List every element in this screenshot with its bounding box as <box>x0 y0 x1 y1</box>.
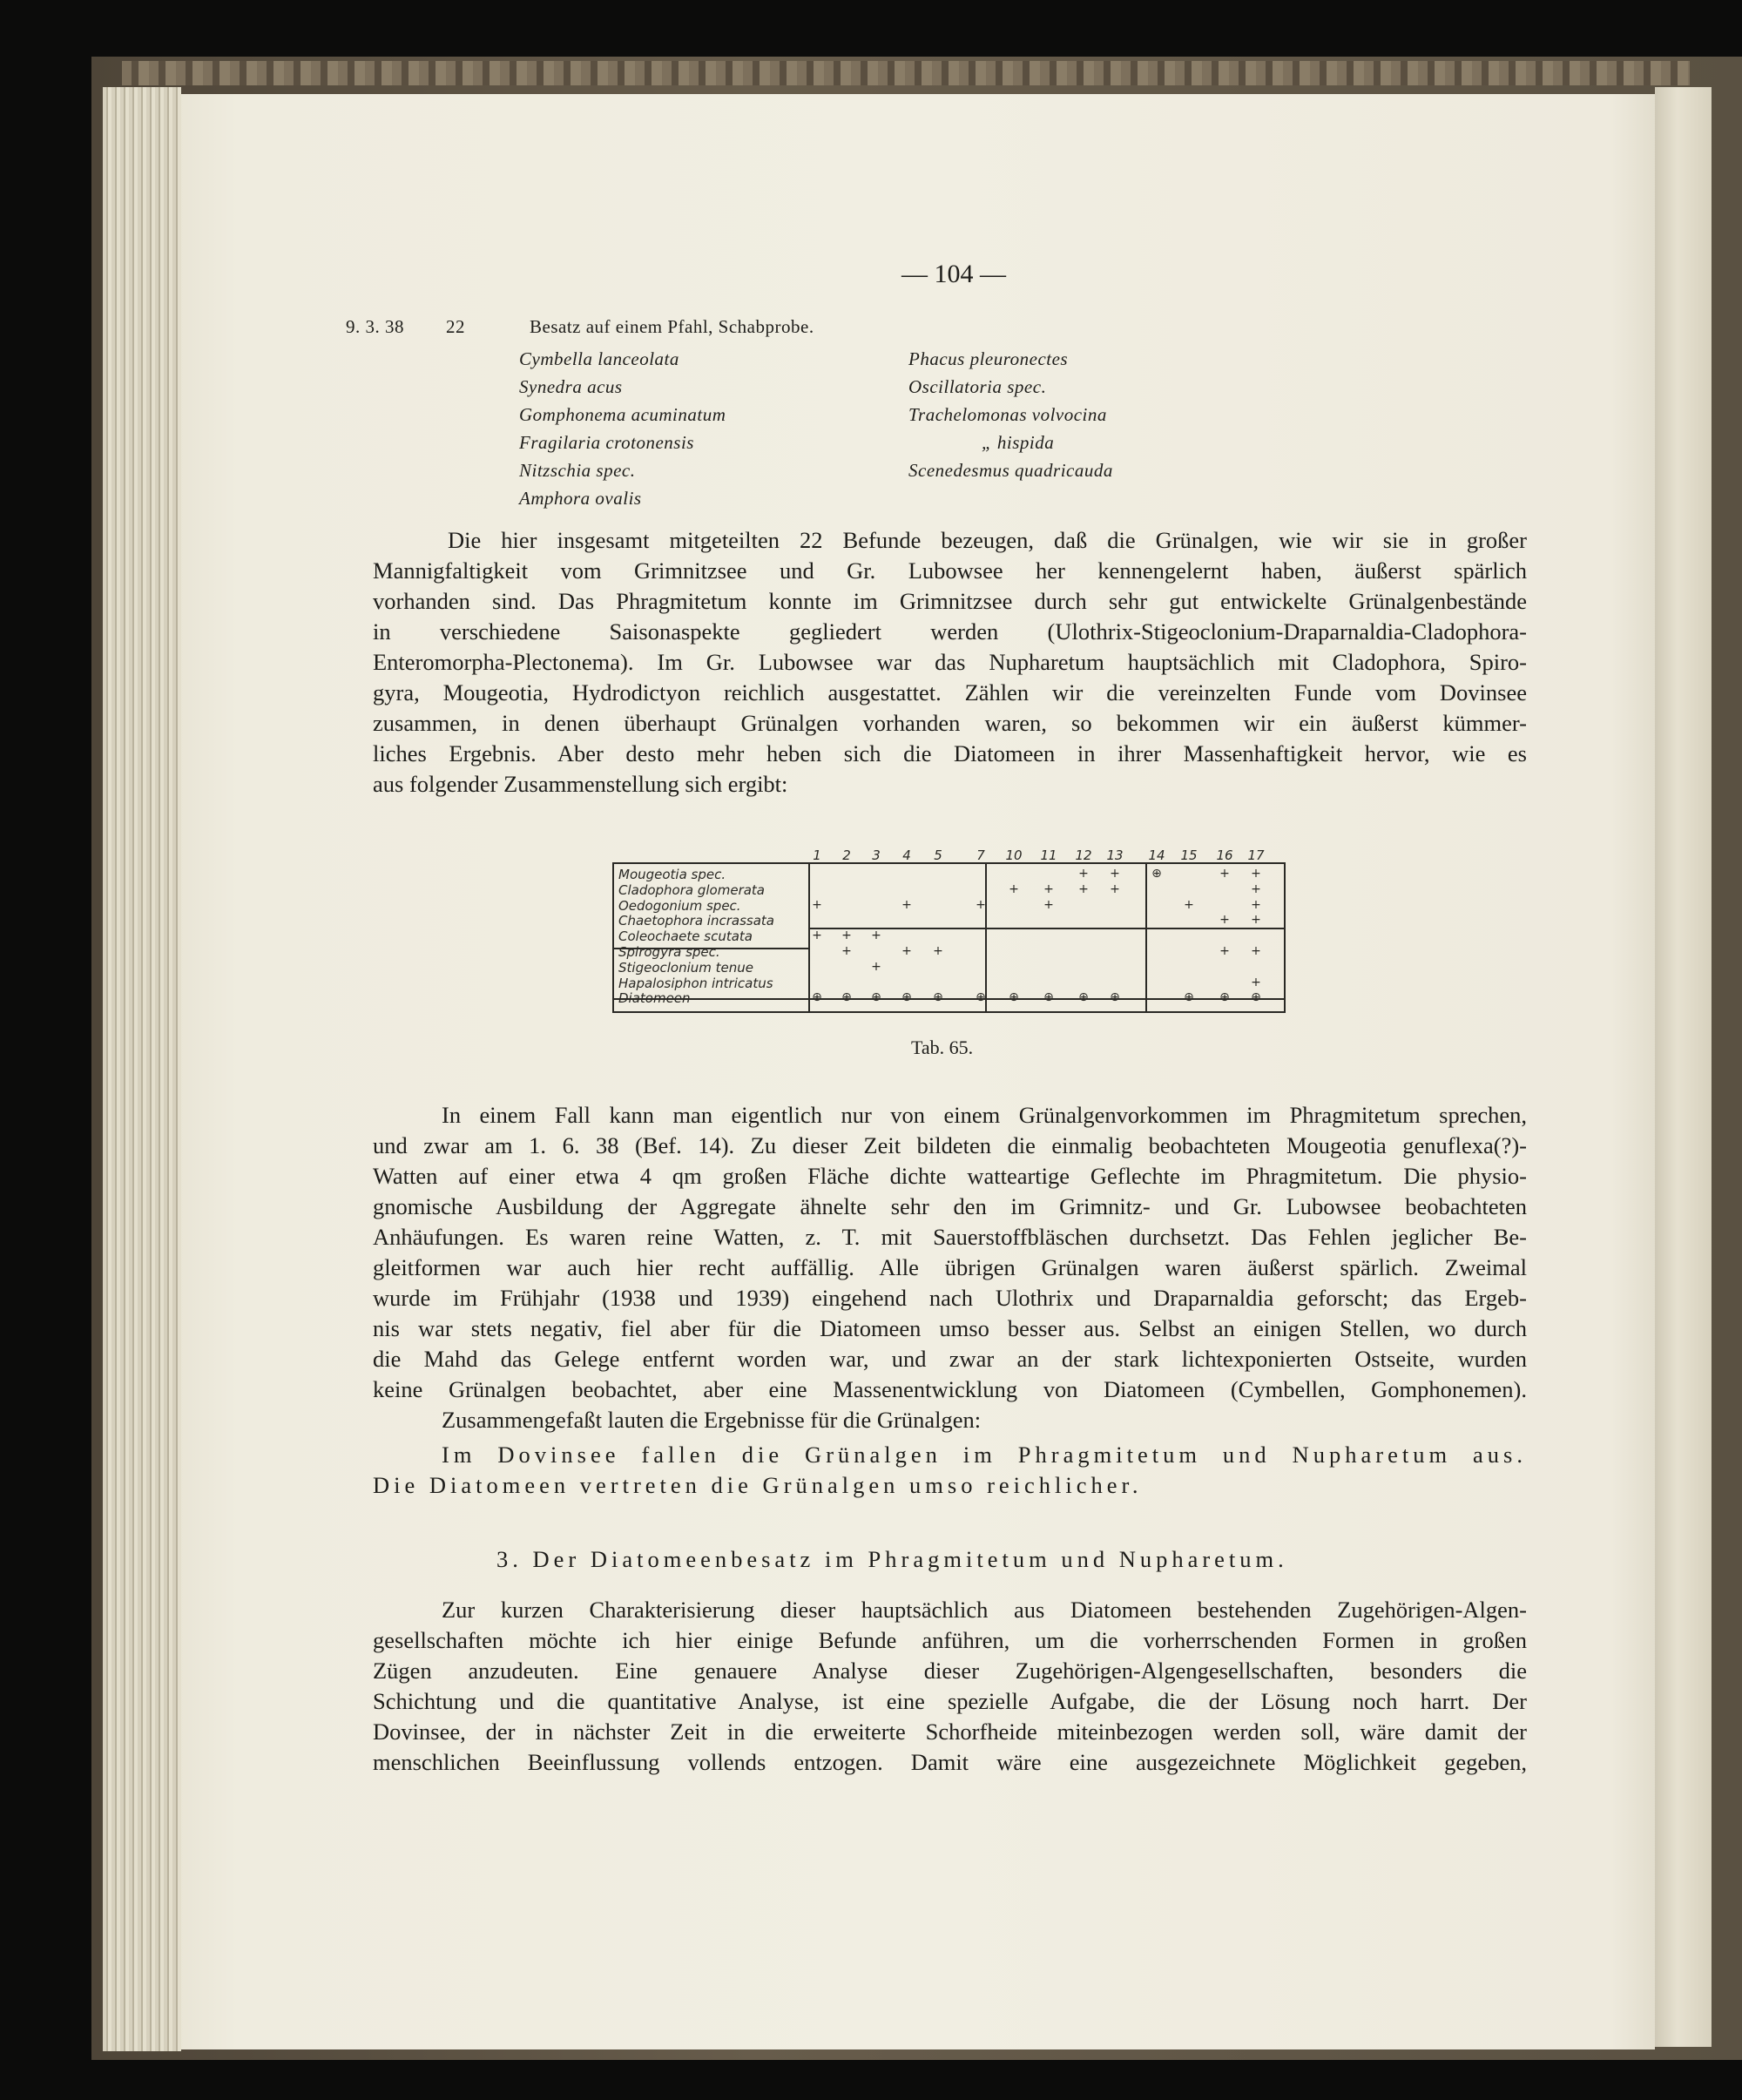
page-gutter <box>1655 87 1712 2047</box>
column-number: 10 <box>1005 847 1023 863</box>
presence-mark: + <box>1110 881 1120 896</box>
presence-mark: + <box>1251 897 1261 912</box>
p2-line-8: nis war stets negativ, fiel aber für die Diatomeen umso besser aus. Selbst an einigen Stellen, wo durch <box>373 1315 1527 1341</box>
p1-line-5: Enteromorpha-Plectonema). Im Gr. Lubowsee war das Nupharetum hauptsächlich mit Cladophora, Spiro- <box>373 649 1527 675</box>
column-number: 17 <box>1247 847 1265 863</box>
summary-line-1: Im Dovinsee fallen die Grünalgen im Phragmitetum und Nupharetum aus. <box>442 1442 1527 1468</box>
presence-mark: + <box>1251 913 1261 928</box>
presence-mark: + <box>1219 867 1230 881</box>
p3-line-5: Dovinsee, der in nächster Zeit in die erweiterte Schorfheide miteinbezogen werden soll, wäre damit der <box>373 1718 1527 1745</box>
abundance-mark: ⊕ <box>812 990 822 1005</box>
row-label: Cladophora glomerata <box>618 881 766 898</box>
p2-line-5: Anhäufungen. Es waren reine Watten, z. T. mit Sauerstoffbläschen durchsetzt. Das Fehlen jeglicher Be- <box>373 1224 1527 1250</box>
p2-line-7: wurde im Frühjahr (1938 und 1939) eingehend nach Ulothrix und Draparnaldia geforscht; das Ergeb- <box>373 1285 1527 1311</box>
row-label: Spirogyra spec. <box>618 944 720 960</box>
column-number: 16 <box>1216 847 1233 863</box>
column-number: 3 <box>872 847 881 863</box>
row-label: Diatomeen <box>618 990 691 1007</box>
p3-line-3: Zügen anzudeuten. Eine genauere Analyse dieser Zugehörigen-Algengesellschaften, besonders die <box>373 1658 1527 1684</box>
species-right-4: „ hispida <box>982 432 1055 453</box>
row-label: Coleochaete scutata <box>618 928 753 945</box>
table-caption: Tab. 65. <box>911 1036 974 1058</box>
presence-mark: + <box>871 959 881 974</box>
p1-line-1: Die hier insgesamt mitgeteilten 22 Befunde bezeugen, daß die Grünalgen, wie wir sie in großer <box>448 527 1527 553</box>
abundance-mark: ⊕ <box>901 990 912 1005</box>
abundance-mark: ⊕ <box>841 990 852 1005</box>
presence-mark: + <box>1251 944 1261 958</box>
p1-line-2: Mannigfaltigkeit vom Grimnitzsee und Gr. Lubowsee her kennengelernt haben, äußerst spärlich <box>373 557 1527 584</box>
abundance-mark: ⊕ <box>1219 990 1230 1005</box>
table-divider <box>1145 864 1147 1011</box>
presence-mark: + <box>1078 867 1089 881</box>
column-number: 1 <box>813 847 821 863</box>
column-number: 13 <box>1106 847 1124 863</box>
column-number: 4 <box>902 847 911 863</box>
abundance-mark: ⊕ <box>1184 990 1194 1005</box>
row-label: Mougeotia spec. <box>618 867 726 882</box>
cover-edge <box>122 61 1690 85</box>
presence-mark: + <box>812 897 822 912</box>
abundance-mark: ⊕ <box>1151 867 1162 881</box>
presence-mark: + <box>1043 881 1054 896</box>
p1-line-3: vorhanden sind. Das Phragmitetum konnte im Grimnitzsee durch sehr gut entwickelte Grünalgenbestände <box>373 588 1527 614</box>
presence-mark: + <box>976 897 986 912</box>
p2-line-3: Watten auf einer etwa 4 qm großen Fläche dichte watteartige Geflechte im Phragmitetum. Die physio- <box>373 1163 1527 1189</box>
species-left-5: Nitzschia spec. <box>519 460 636 481</box>
section-heading: 3. Der Diatomeenbesatz im Phragmitetum und Nupharetum. <box>496 1546 1288 1572</box>
row-label: Stigeoclonium tenue <box>618 959 754 976</box>
species-left-2: Synedra acus <box>519 376 623 397</box>
column-number: 14 <box>1148 847 1165 863</box>
species-right-3: Trachelomonas volvocina <box>908 404 1107 425</box>
column-number: 5 <box>934 847 942 863</box>
p3-line-6: menschlichen Beeinflussung vollends entzogen. Damit wäre eine ausgezeichnete Möglichkeit gegeben, <box>373 1749 1527 1775</box>
presence-mark: + <box>841 928 852 943</box>
page-edges <box>103 87 181 2051</box>
p1-line-8: liches Ergebnis. Aber desto mehr heben sich die Diatomeen in ihrer Massenhaftigkeit hervor, wie es <box>373 740 1527 766</box>
presence-mark: + <box>933 944 943 958</box>
column-number: 15 <box>1180 847 1198 863</box>
presence-mark: + <box>1219 944 1230 958</box>
p2-line-10: keine Grünalgen beobachtet, aber eine Massenentwicklung von Diatomeen (Cymbellen, Gomphonemen). <box>373 1376 1527 1402</box>
abundance-mark: ⊕ <box>871 990 881 1005</box>
summary-line-2: Die Diatomeen vertreten die Grünalgen umso reichlicher. <box>373 1472 1143 1498</box>
p2-line-9: die Mahd das Gelege entfernt worden war, und zwar an der stark lichtexponierten Ostseite, wurden <box>373 1346 1527 1372</box>
species-left-4: Fragilaria crotonensis <box>519 432 694 453</box>
p2-line-6: gleitformen war auch hier recht auffällig. Alle übrigen Grünalgen waren äußerst spärlich. Zweimal <box>373 1254 1527 1280</box>
species-right-5: Scenedesmus quadricauda <box>908 460 1113 481</box>
record-date: 9. 3. 38 <box>346 316 404 337</box>
presence-mark: + <box>1184 897 1194 912</box>
p2-line-1: In einem Fall kann man eigentlich nur von einem Grünalgenvorkommen im Phragmitetum sprechen, <box>442 1102 1527 1128</box>
abundance-mark: ⊕ <box>1078 990 1089 1005</box>
presence-mark: + <box>1043 897 1054 912</box>
presence-mark: + <box>841 944 852 958</box>
species-right-1: Phacus pleuronectes <box>908 348 1069 369</box>
presence-mark: + <box>812 928 822 943</box>
presence-mark: + <box>1219 913 1230 928</box>
species-right-2: Oscillatoria spec. <box>908 376 1047 397</box>
p1-line-4: in verschiedene Saisonaspekte gegliedert werden (Ulothrix-Stigeoclonium-Draparnaldia-Cladophora- <box>373 618 1527 645</box>
page-number: — 104 — <box>901 260 1006 288</box>
abundance-mark: ⊕ <box>1043 990 1054 1005</box>
column-number: 2 <box>842 847 851 863</box>
column-number: 12 <box>1075 847 1092 863</box>
presence-mark: + <box>901 897 912 912</box>
species-left-1: Cymbella lanceolata <box>519 348 679 369</box>
presence-mark: + <box>871 928 881 943</box>
p3-line-2: gesellschaften möchte ich hier einige Befunde anführen, um die vorherrschenden Formen in großen <box>373 1627 1527 1653</box>
presence-mark: + <box>1251 881 1261 896</box>
species-left-3: Gomphonema acuminatum <box>519 404 726 425</box>
row-label: Hapalosiphon intricatus <box>618 975 773 991</box>
table-divider <box>985 864 987 1011</box>
presence-mark: + <box>901 944 912 958</box>
p3-line-1: Zur kurzen Charakterisierung dieser hauptsächlich aus Diatomeen bestehenden Zugehörigen-Algen- <box>442 1597 1527 1623</box>
summary-intro: Zusammengefaßt lauten die Ergebnisse für die Grünalgen: <box>442 1407 982 1433</box>
p1-line-9: aus folgender Zusammenstellung sich ergibt: <box>373 771 788 797</box>
abundance-mark: ⊕ <box>1009 990 1019 1005</box>
abundance-mark: ⊕ <box>933 990 943 1005</box>
presence-mark: + <box>1251 975 1261 989</box>
presence-mark: + <box>1078 881 1089 896</box>
row-label: Chaetophora incrassata <box>618 913 774 929</box>
record-description: Besatz auf einem Pfahl, Schabprobe. <box>530 316 814 337</box>
presence-mark: + <box>1110 867 1120 881</box>
p1-line-7: zusammen, in denen überhaupt Grünalgen vorhanden waren, so bekommen wir ein äußerst kümmer- <box>373 710 1527 736</box>
p1-line-6: gyra, Mougeotia, Hydrodictyon reichlich ausgestattet. Zählen wir die vereinzelten Funde vom Dovinsee <box>373 679 1527 706</box>
p2-line-2: und zwar am 1. 6. 38 (Bef. 14). Zu dieser Zeit bildeten die einmalig beobachteten Mougeotia genuflexa(?)- <box>373 1132 1527 1158</box>
column-number: 7 <box>976 847 985 863</box>
p3-line-4: Schichtung und die quantitative Analyse, ist eine spezielle Aufgabe, die der Lösung noch harrt. Der <box>373 1688 1527 1714</box>
table-divider <box>808 864 810 1011</box>
presence-mark: + <box>1009 881 1019 896</box>
record-count: 22 <box>446 316 465 337</box>
species-left-6: Amphora ovalis <box>519 488 642 509</box>
abundance-mark: ⊕ <box>1251 990 1261 1005</box>
p2-line-4: gnomische Ausbildung der Aggregate ähnelte sehr den im Grimnitz- und Gr. Lubowsee beobachteten <box>373 1193 1527 1219</box>
row-label: Oedogonium spec. <box>618 897 741 914</box>
presence-mark: + <box>1251 867 1261 881</box>
abundance-mark: ⊕ <box>1110 990 1120 1005</box>
column-number: 11 <box>1040 847 1057 863</box>
abundance-mark: ⊕ <box>976 990 986 1005</box>
